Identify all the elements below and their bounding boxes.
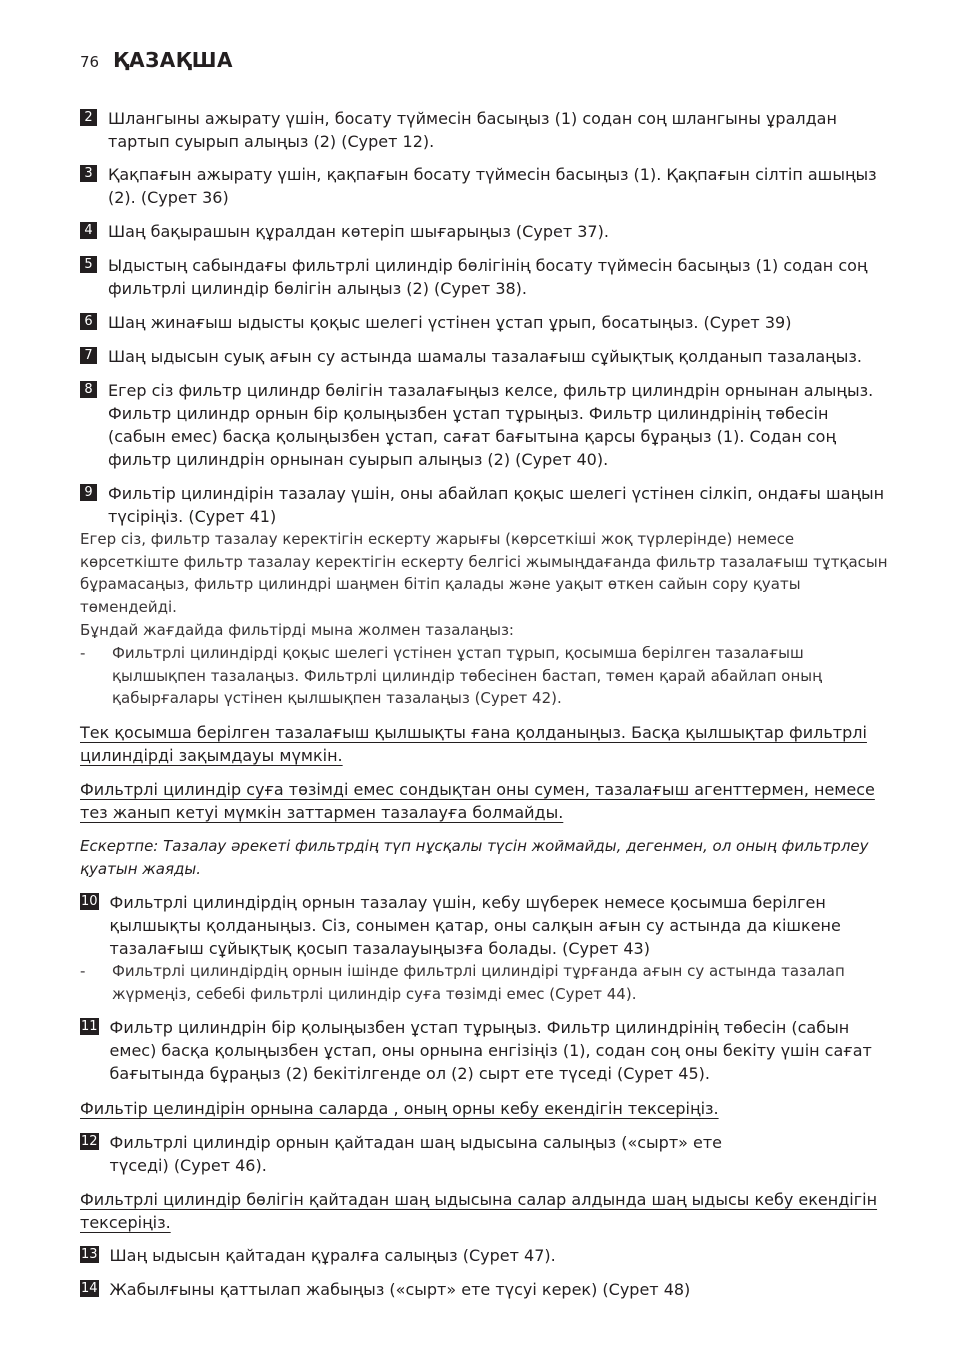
warning-text-content: Фильтрлі цилиндір суға төзімді емес сондықтан оны сумен, тазалағыш агенттермен, немесе тез жанып кетуі мүмкін заттармен тазалауға болмайды. <box>80 780 875 822</box>
step-number: 6 <box>80 313 97 330</box>
page-header <box>80 48 233 72</box>
info-paragraph: Бұндай жағдайда фильтірді мына жолмен тазалаңыз: <box>80 621 514 639</box>
step-text: Егер сіз фильтр цилиндр бөлігін тазалағыңыз келсе, фильтр цилиндрін орнынан алыңыз. Фильтр цилиндр орнын бір қолыңызбен ұстап тұрыңыз. Фильтр цилиндрінің төбесін (сабын емес) басқа қолыңызбен ұстап, сағат бағытына қарсы бұраңыз (1). Содан соң фильтр цилиндрін орнынан суырып алыңыз (2) (Сурет 40). <box>108 381 874 469</box>
step-text: Қақпағын ажырату үшін, қақпағын босату түймесін басыңыз (1). Қақпағын сілтіп ашыңыз (2). (Сурет 36) <box>108 165 877 207</box>
step-text: Фильтрлі цилиндірдің орнын тазалау үшін, кебу шүберек немесе қосымша берілген қылшықты қолданыңыз. Сіз, сонымен қатар, оны салқын ағын су астында да кішкене тазалағыш сұйықтық қосып тазалауыңызға болады. (Сурет 43) <box>109 893 841 958</box>
step-number: 9 <box>80 484 97 501</box>
warning-text <box>80 778 890 824</box>
warning-text <box>80 1188 890 1234</box>
step-number: 13 <box>81 1247 98 1262</box>
list-item <box>80 960 890 1006</box>
step-10 <box>80 891 890 960</box>
step-number: 3 <box>80 165 97 182</box>
list-item <box>80 642 890 710</box>
step-text: Шаң бақырашын құралдан көтеріп шығарыңыз (Сурет 37). <box>108 222 609 241</box>
info-paragraph: Егер сіз, фильтр тазалау керектігін ескерту жарығы (көрсеткіші жоқ түрлерінде) немесе көрсеткіште фильтр тазалау керектігін ескерту белгісі жымыңдағанда фильтр тазалағыш тұтқасын бұрамасаңыз, фильтр цилиндрі шаңмен бітіп қалады және уақыт өткен сайын сору қуаты төмендейді. <box>80 530 888 616</box>
step-number: 2 <box>80 109 97 126</box>
step-text: Шлангыны ажырату үшін, босату түймесін басыңыз (1) содан соң шлангыны ұралдан тартып суырып алыңыз (2) (Сурет 12). <box>108 109 837 151</box>
step-text: Фильтрлі цилиндір орнын қайтадан шаң ыдысына салыңыз («сырт» ете түседі) (Сурет 46). <box>109 1133 723 1175</box>
step-text: Шаң ыдысын қайтадан құралға салыңыз (Сурет 47). <box>109 1246 556 1265</box>
step-7 <box>80 345 890 368</box>
note-text: Ескертпе: Тазалау әрекеті фильтрдің түп нұсқалы түсін жоймайды, дегенмен, ол оның фильтрлеу қуатын жаяды. <box>80 837 869 878</box>
step-text: Фильтір цилиндірін тазалау үшін, оны абайлап қоқыс шелегі үстінен сілкіп, ондағы шаңын түсіріңіз. (Сурет 41) <box>108 484 885 526</box>
step-5 <box>80 254 890 300</box>
step-text: Жабылғыны қаттылап жабыңыз («сырт» ете түсуі керек) (Сурет 48) <box>109 1280 691 1299</box>
step-text: Шаң жинағыш ыдысты қоқыс шелегі үстінен ұстап ұрып, босатыңыз. (Сурет 39) <box>108 313 792 332</box>
step-text: Шаң ыдысын суық ағын су астында шамалы тазалағыш сұйықтық қолданып тазалаңыз. <box>108 347 862 366</box>
step-number: 10 <box>81 894 98 909</box>
step-number: 7 <box>80 347 97 364</box>
warning-text <box>80 721 890 767</box>
list-item-text: Фильтрлі цилиндірдің орнын ішінде фильтрлі цилиндірі тұрғанда ағын су астында тазалап жүрмеңіз, себебі фильтрлі цилиндір суға төзімді емес (Сурет 44). <box>112 962 845 1003</box>
step-text: Ыдыстың сабындағы фильтрлі цилиндір бөлігінің босату түймесін басыңыз (1) содан соң фильтрлі цилиндір бөлігін алыңыз (2) (Сурет 38). <box>108 256 868 298</box>
dash-bullet: - <box>80 644 86 662</box>
step-text: Фильтр цилиндрін бір қолыңызбен ұстап тұрыңыз. Фильтр цилиндрінің төбесін (сабын емес) басқа қолыңызбен ұстап, оны орнына енгізіңіз (1), содан соң оны бекіту үшін сағат бағытында бұраңыз (2) бекітілгенде ол (2) сырт ете түседі (Сурет 45). <box>109 1018 872 1083</box>
warning-text-content: Тек қосымша берілген тазалағыш қылшықты ғана қолданыңыз. Басқа қылшықтар фильтрлі цилиндірді зақымдауы мүмкін. <box>80 723 867 765</box>
warning-text-content: Фильтір целиндірін орнына саларда , оның орны кебу екендігін тексеріңіз. <box>80 1099 719 1118</box>
step-4 <box>80 220 890 243</box>
page-title: ҚАЗАҚША <box>113 48 233 72</box>
dash-bullet: - <box>80 962 86 980</box>
step-14 <box>80 1278 890 1301</box>
list-item-text: Фильтрлі цилиндірді қоқыс шелегі үстінен ұстап тұрып, қосымша берілген тазалағыш қылшықпен тазалаңыз. Фильтрлі цилиндір төбесінен бастап, төмен қарай абайлап оның қабырғалары үстінен қылшықпен тазалаңыз (Сурет 42). <box>112 644 823 707</box>
step-number: 11 <box>81 1019 98 1034</box>
step-3 <box>80 163 890 209</box>
step-number: 8 <box>80 381 97 398</box>
step-11 <box>80 1016 890 1085</box>
step-2 <box>80 107 890 153</box>
step-9 <box>80 482 890 528</box>
step-number: 4 <box>80 222 97 239</box>
step-number: 14 <box>81 1281 98 1296</box>
step-13 <box>80 1244 890 1267</box>
step-number: 12 <box>81 1134 98 1149</box>
step-6 <box>80 311 890 334</box>
warning-text-content: Фильтрлі цилиндір бөлігін қайтадан шаң ыдысына салар алдында шаң ыдысы кебу екендігін тексеріңіз. <box>80 1190 878 1232</box>
step-8 <box>80 379 890 471</box>
warning-text <box>80 1097 890 1120</box>
step-12 <box>80 1131 890 1177</box>
page-number: 76 <box>80 53 100 71</box>
step-number: 5 <box>80 256 97 273</box>
